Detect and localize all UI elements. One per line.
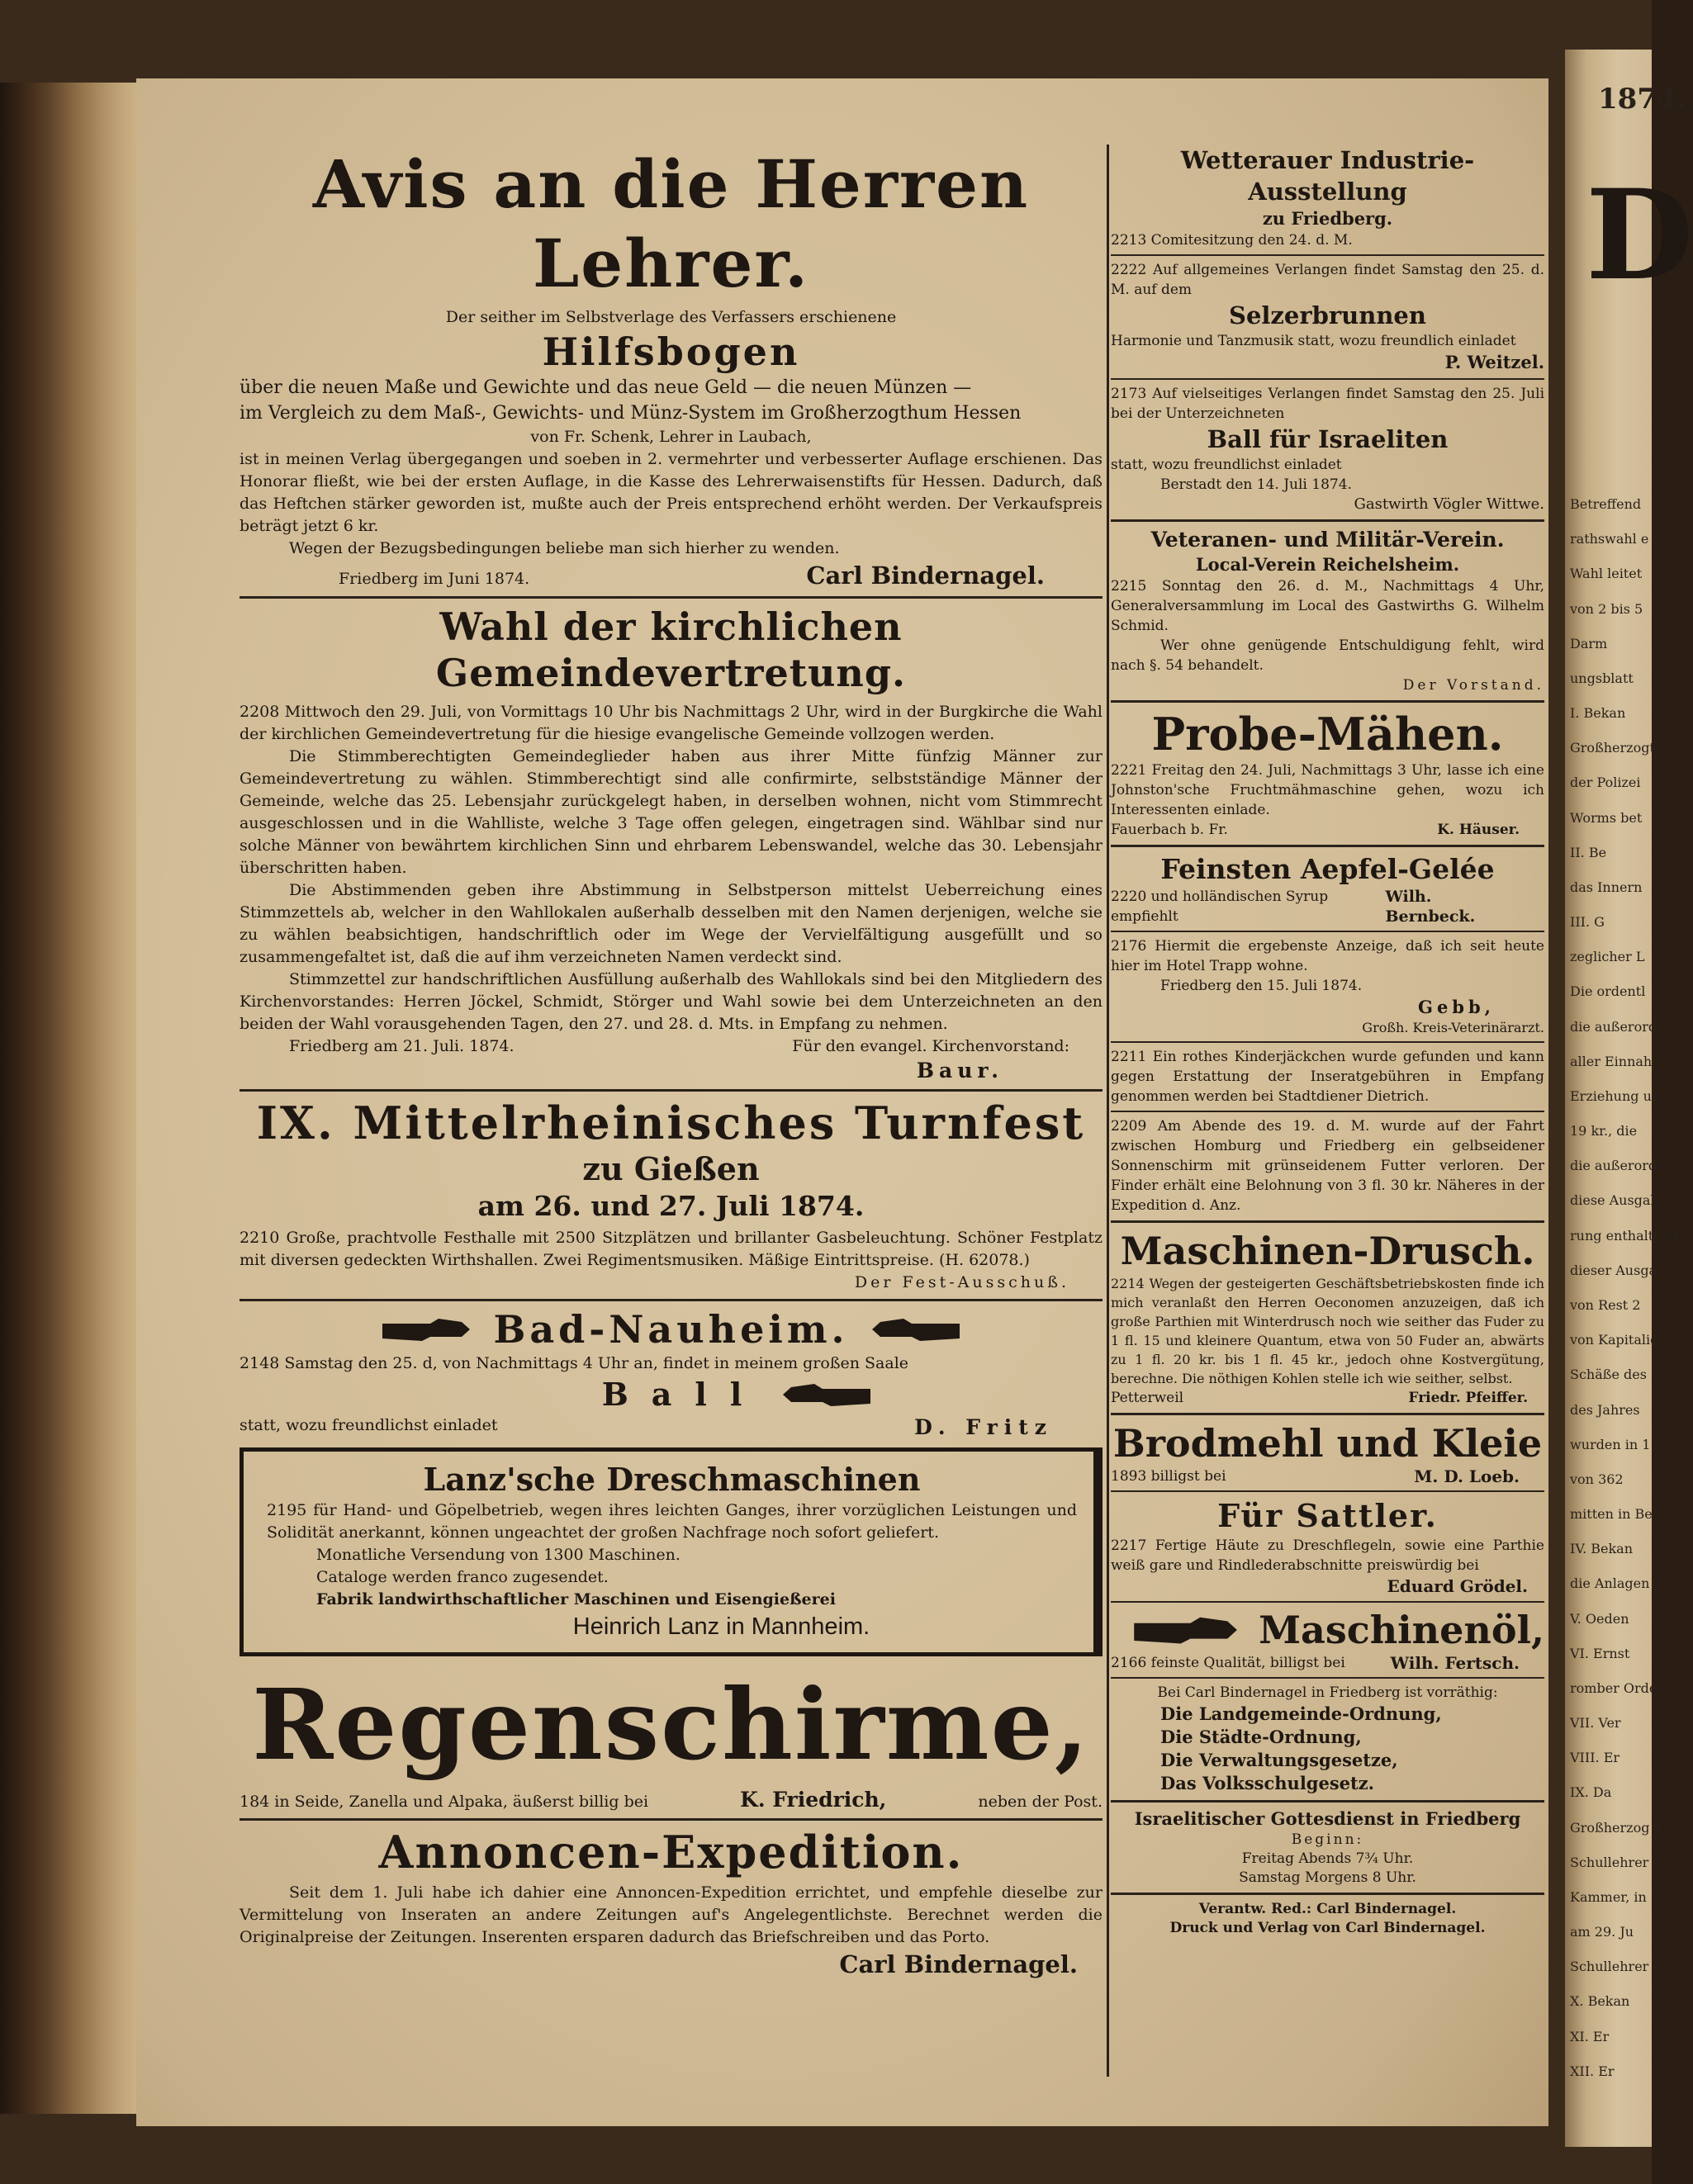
gebb-role: Großh. Kreis-Veterinärarzt. [1362, 1020, 1544, 1035]
probe-body: 2221 Freitag den 24. Juli, Nachmittags 3 Uhr, lasse ich eine Johnston'sche Fruchtmähmaschine gehen, wozu ich Interessenten einlade. [1111, 762, 1544, 818]
adjacent-page-fragment: Die ordentl [1570, 983, 1646, 999]
selzer-signature: P. Weitzel. [1444, 352, 1544, 372]
divider [1111, 1677, 1544, 1679]
veteranen-line2: Local-Verein Reichelsheim. [1195, 554, 1460, 575]
divider [1111, 1413, 1544, 1415]
bindernagel-item: Die Landgemeinde-Ordnung, [1160, 1703, 1442, 1724]
adjacent-page-fragment: das Innern [1570, 879, 1643, 895]
lanz-title: Lanz'sche Dreschmaschinen [423, 1461, 921, 1498]
adjacent-page-fragment: romber Orden [1570, 1680, 1666, 1696]
divider [1111, 1893, 1544, 1895]
adjacent-page-fragment: von 362 [1570, 1471, 1624, 1487]
nauheim-line3: statt, wozu freundlichst einladet [239, 1416, 498, 1434]
wahl-title: Wahl der kirchlichen Gemeindevertretung. [435, 604, 907, 695]
regen-title: Regenschirme, [252, 1667, 1090, 1782]
wetterau-title: Wetterauer Industrie-Ausstellung [1180, 146, 1475, 206]
adjacent-page-fragment: Kammer, in [1570, 1889, 1647, 1905]
divider [1111, 1111, 1544, 1112]
ad-drusch [1111, 1228, 1544, 1408]
adjacent-page-fragment: des Jahres [1570, 1402, 1640, 1418]
ad-sattler [1111, 1496, 1544, 1597]
turnfest-line2: zu Gießen [582, 1150, 760, 1187]
wahl-sig-label: Für den evangel. Kirchenvorstand: [792, 1037, 1069, 1055]
divider [239, 1818, 1103, 1821]
divider [1111, 1220, 1544, 1223]
ad-sonnenschirm [1111, 1116, 1544, 1215]
turnfest-title: IX. Mittelrheinisches Turnfest [256, 1097, 1086, 1149]
adjacent-page-fragment: die Anlagen [1570, 1575, 1650, 1591]
pointing-hand-left-icon [781, 1381, 872, 1409]
adjacent-page-fragment: Schullehrer [1570, 1855, 1649, 1870]
nauheim-signature: D. Fritz [914, 1415, 1053, 1439]
divider [1111, 931, 1544, 932]
drusch-body: 2214 Wegen der gesteigerten Geschäftsbetriebskosten finde ich mich veranlaßt den Herren Oeconomen anzuzeigen, daß ich große Parthien mit Winterdrusch noch wie seither das Fuder zu 1 fl. 15 und kleinere Quantum, etwa von 50 Fuder an, abwärts zu 1 fl. 20 kr. bis 1 fl. 45 kr., jedoch ohne Kostvergütung, berechne. Die nöthigen Kohlen stelle ich wie seither, selbst. [1111, 1276, 1544, 1386]
oel-signature: Wilh. Fertsch. [1390, 1653, 1520, 1673]
wahl-p3: Die Abstimmenden geben ihre Abstimmung in Selbstperson mittelst Ueberreichung eines Stimmzettels ab, welcher in den Wahllokalen außerhalb desselben mit den Namen derjenigen, welche sie zu wählen beabsichtigen, handschriftlich oder im Wege der Vervielfältigung ausgefüllt und so zusammengefaltet ist, daß die auf ihm verzeichneten Namen verdeckt sind. [239, 881, 1103, 966]
regen-body: 184 in Seide, Zanella und Alpaka, äußerst billig bei [239, 1793, 649, 1811]
pointing-hand-left-icon [870, 1315, 961, 1343]
ad-israeliten [1111, 384, 1544, 514]
adjacent-page-fragment: IX. Da [1570, 1784, 1612, 1800]
bindernagel-item: Das Volksschulgesetz. [1160, 1773, 1374, 1793]
adjacent-page-fragment: der Polizei [1570, 775, 1641, 790]
nauheim-ball: Ball [601, 1376, 766, 1413]
selzer-line1: 2222 Auf allgemeines Verlangen findet Samstag den 25. d. M. auf dem [1111, 262, 1544, 298]
israeliten-line1: 2173 Auf vielseitiges Verlangen findet Samstag den 25. Juli bei der Unterzeichneten [1111, 386, 1544, 422]
nauheim-body: 2148 Samstag den 25. d, von Nachmittags 4 Uhr an, findet in meinem großen Saale [239, 1354, 909, 1372]
sattler-body: 2217 Fertige Häute zu Dreschflegeln, sowie eine Parthie weiß gare und Rindlederabschnitte preiswürdig bei [1111, 1537, 1544, 1574]
adjacent-page-fragment: rathswahl e [1570, 531, 1649, 547]
probe-title: Probe-Mähen. [1151, 708, 1504, 760]
ad-wahl [239, 604, 1103, 1084]
lanz-line2: Monatliche Versendung von 1300 Maschinen. [316, 1546, 681, 1564]
bindernagel-item: Die Verwaltungsgesetze, [1160, 1750, 1398, 1770]
wahl-p1: 2208 Mittwoch den 29. Juli, von Vormittags 10 Uhr bis Nachmittags 2 Uhr, wird in der Burgkirche die Wahl der kirchlichen Gemeindevertretung für die hiesige evangelische Gemeinde vollzogen werden. [239, 703, 1103, 743]
avis-line3: im Vergleich zu dem Maß-, Gewichts- und Münz-System im Großherzogthum Hessen [239, 403, 1022, 424]
ad-lanz-box [239, 1447, 1103, 1656]
adjacent-page-fragment: am 29. Ju [1570, 1924, 1634, 1940]
adjacent-page-fragment: diese Ausgab [1570, 1192, 1659, 1208]
column-divider [1107, 144, 1109, 2077]
lanz-line5: Heinrich Lanz in Mannheim. [572, 1613, 870, 1640]
probe-signature: K. Häuser. [1437, 822, 1520, 838]
oel-title: Maschinenöl, [1259, 1608, 1544, 1652]
ad-veteranen [1111, 527, 1544, 695]
adjacent-page-fragment: XII. Er [1570, 2063, 1615, 2079]
veteranen-title: Veteranen- und Militär-Verein. [1150, 528, 1505, 552]
drusch-title: Maschinen-Drusch. [1120, 1229, 1535, 1273]
adjacent-page-fragment: wurden in 1 [1570, 1437, 1651, 1452]
divider [1111, 700, 1544, 703]
ad-kinderjaeckchen [1111, 1047, 1544, 1106]
adjacent-page-fragment: von Rest 2 [1570, 1297, 1641, 1313]
turnfest-line3: am 26. und 27. Juli 1874. [477, 1190, 865, 1222]
annoncen-body: Seit dem 1. Juli habe ich dahier eine Annoncen-Expedition errichtet, und empfehle dieselbe zur Vermittelung von Inseraten an andere Zeitungen auf's Angelegentlichste. Berechnet werden die Originalpreise der Zeitungen. Inserenten ersparen dadurch das Briefschreiben und das Porto. [239, 1883, 1103, 1946]
ad-selzer [1111, 260, 1544, 374]
adjacent-page-fragment: Großherzog h [1570, 1820, 1662, 1836]
sattler-signature: Eduard Grödel. [1387, 1576, 1528, 1596]
drusch-place: Petterweil [1111, 1390, 1184, 1406]
gelee-title: Feinsten Aepfel-Gelée [1160, 853, 1495, 885]
wahl-signature: Baur. [916, 1059, 1003, 1083]
adjacent-page-fragment: von 2 bis 5 [1570, 601, 1643, 617]
schirm-body: 2209 Am Abende des 19. d. M. wurde auf der Fahrt zwischen Homburg und Friedberg ein gelbseidener Sonnenschirm mit grünseidenem Futter verloren. Der Finder erhält eine Belohnung von 3 fl. 30 kr. Näheres in der Expedition d. Anz. [1111, 1118, 1544, 1214]
adjacent-page-initial: D [1586, 163, 1693, 308]
veteranen-body: 2215 Sonntag den 26. d. M., Nachmittags 4 Uhr, Generalversammlung im Local des Gastwirths G. Wilhelm Schmid. [1111, 578, 1544, 634]
book-spine [0, 83, 136, 2114]
ad-avis-lehrer [239, 144, 1103, 591]
annoncen-title: Annoncen-Expedition. [378, 1826, 964, 1878]
gottesdienst-line2: Beginn: [1291, 1831, 1364, 1848]
israeliten-signature: Gastwirth Vögler Wittwe. [1354, 495, 1544, 513]
probe-place: Fauerbach b. Fr. [1111, 822, 1228, 838]
divider [1111, 1490, 1544, 1492]
regen-tail: neben der Post. [978, 1793, 1103, 1811]
selzer-title: Selzerbrunnen [1229, 301, 1426, 329]
avis-line2: über die neuen Maße und Gewichte und das neue Geld — die neuen Münzen — [239, 377, 972, 398]
lanz-line4: Fabrik landwirthschaftlicher Maschinen und Eisengießerei [316, 1590, 836, 1608]
israeliten-line2: statt, wozu freundlichst einladet [1111, 457, 1342, 473]
divider [239, 1299, 1103, 1301]
adjacent-page-fragment: Darm [1570, 636, 1608, 651]
adjacent-page-fragment: Wahl leitet [1570, 566, 1643, 581]
adjacent-page-fragment: V. Oeden [1570, 1611, 1629, 1627]
divider [1111, 845, 1544, 847]
avis-subject: Hilfsbogen [542, 329, 800, 374]
avis-signature: Carl Bindernagel. [806, 561, 1045, 590]
gebb-place: Friedberg den 15. Juli 1874. [1160, 978, 1363, 994]
pointing-hand-right-icon [381, 1315, 472, 1343]
gelee-signature: Wilh. Bernbeck. [1385, 888, 1476, 926]
ad-turnfest [239, 1097, 1103, 1294]
divider [1111, 1601, 1544, 1603]
right-column [1111, 144, 1544, 1938]
israeliten-title: Ball für Israeliten [1207, 425, 1449, 453]
divider [1111, 254, 1544, 256]
divider [239, 1089, 1103, 1092]
adjacent-page-fragment: mitten in Be [1570, 1506, 1653, 1522]
adjacent-page-fragment: VIII. Er [1570, 1750, 1620, 1765]
gottesdienst-line4: Samstag Morgens 8 Uhr. [1239, 1869, 1416, 1886]
adjacent-page-fragment: Schullehrer [1570, 1959, 1649, 1974]
kinder-body: 2211 Ein rothes Kinderjäckchen wurde gefunden und kann gegen Erstattung der Inseratgebühren in Empfang genommen werden bei Stadtdiener Dietrich. [1111, 1049, 1544, 1105]
annoncen-signature: Carl Bindernagel. [839, 1950, 1078, 1978]
imprint-line1: Verantw. Red.: Carl Bindernagel. [1198, 1901, 1457, 1917]
ad-brodmehl [1111, 1420, 1544, 1486]
brod-signature: M. D. Loeb. [1414, 1466, 1520, 1486]
adjacent-page-fragment: von Kapitalie [1570, 1332, 1658, 1348]
adjacent-page-edge [1565, 50, 1693, 2147]
ad-maschinenoel [1111, 1607, 1544, 1673]
avis-line1: Der seither im Selbstverlage des Verfassers erschienene [445, 308, 897, 326]
imprint [1111, 1900, 1544, 1938]
ad-bindernagel-books [1111, 1683, 1544, 1795]
adjacent-page-fragment: aller Einnah [1570, 1054, 1653, 1069]
adjacent-page-fragment: III. G [1570, 914, 1605, 930]
bindernagel-line1: Bei Carl Bindernagel in Friedberg ist vorräthig: [1157, 1684, 1498, 1701]
veteranen-line3: Wer ohne genügende Entschuldigung fehlt, wird nach §. 54 behandelt. [1111, 637, 1544, 674]
brod-body: 1893 billigst bei [1111, 1468, 1226, 1485]
turnfest-body: 2210 Große, prachtvolle Festhalle mit 2500 Sitzplätzen und brillanter Gasbeleuchtung. Schöner Festplatz mit diversen gedeckten Wirthshallen. Zwei Regimentsmusiken. Mäßige Eintrittspreise. (H. 62078.) [239, 1229, 1103, 1269]
left-column [239, 144, 1103, 1980]
adjacent-page-fragment: rung enthaltend [1570, 1228, 1679, 1244]
wahl-place: Friedberg am 21. Juli. 1874. [289, 1037, 515, 1055]
bindernagel-item: Die Städte-Ordnung, [1160, 1727, 1362, 1747]
imprint-line2: Druck und Verlag von Carl Bindernagel. [1169, 1920, 1486, 1936]
selzer-line2: Harmonie und Tanzmusik statt, wozu freundlich einladet [1111, 333, 1516, 349]
adjacent-page-year: 1874. [1598, 83, 1686, 116]
wetterau-line2: zu Friedberg. [1262, 208, 1393, 229]
adjacent-page-fragment: I. Bekan [1570, 705, 1626, 721]
adjacent-page-fragment: Großherzogth [1570, 740, 1664, 756]
ad-nauheim [239, 1306, 1103, 1441]
gottesdienst-line3: Freitag Abends 7¾ Uhr. [1241, 1850, 1414, 1867]
avis-title: Avis an die Herren Lehrer. [312, 145, 1030, 302]
adjacent-page-fragment: X. Bekan [1570, 1993, 1630, 2009]
adjacent-page-fragment: zeglicher L [1570, 949, 1645, 964]
drusch-signature: Friedr. Pfeiffer. [1408, 1390, 1528, 1406]
veteranen-signature: Der Vorstand. [1402, 677, 1544, 694]
adjacent-page-fragment: die außerorde [1570, 1019, 1665, 1035]
ad-gebb [1111, 936, 1544, 1037]
divider [1111, 378, 1544, 380]
adjacent-page-fragment: VI. Ernst [1570, 1646, 1630, 1661]
divider [239, 596, 1103, 599]
adjacent-page-fragment: Worms bet [1570, 810, 1643, 826]
adjacent-page-fragment: II. Be [1570, 845, 1607, 860]
gelee-body: 2220 und holländischen Syrup empfiehlt [1111, 888, 1329, 925]
lanz-line3: Cataloge werden franco zugesendet. [316, 1568, 609, 1586]
ad-annoncen [239, 1826, 1103, 1980]
ad-gelee [1111, 852, 1544, 926]
gebb-body: 2176 Hiermit die ergebenste Anzeige, daß ich seit heute hier im Hotel Trapp wohne. [1111, 938, 1544, 974]
adjacent-page-fragment: VII. Ver [1570, 1715, 1621, 1731]
adjacent-page-fragment: ungsblatt [1570, 670, 1634, 686]
avis-line5: Wegen der Bezugsbedingungen beliebe man sich hierher zu wenden. [289, 539, 840, 557]
gebb-name: Gebb, [1418, 997, 1495, 1017]
wetterau-body: 2213 Comitesitzung den 24. d. M. [1111, 232, 1353, 249]
avis-line4: von Fr. Schenk, Lehrer in Laubach, [530, 428, 812, 446]
brod-title: Brodmehl und Kleie [1112, 1421, 1543, 1466]
divider [1111, 519, 1544, 522]
israeliten-place: Berstadt den 14. Juli 1874. [1160, 476, 1352, 493]
ad-regenschirme [239, 1663, 1103, 1813]
ad-probe [1111, 708, 1544, 840]
wahl-p2: Die Stimmberechtigten Gemeindeglieder haben aus ihrer Mitte fünfzig Männer zur Gemeindevertretung zu wählen. Stimmberechtigt sind alle confirmirte, selbstständige Männer der Gemeinde, welche das 25. Lebensjahr zurückgelegt haben, in derselben wohnen, nicht vom Stimmrecht ausgeschlossen und in die Wahlliste, welche 3 Tage offen gelegen, eingetragen sind. Wählbar sind nur solche Männer von bewährtem kirchlichen Sinn und ehrbarem Lebenswandel, welche das 30. Lebensjahr überschritten haben. [239, 747, 1103, 877]
adjacent-page-fragment: dieser Ausgab [1570, 1263, 1666, 1278]
sattler-title: Für Sattler. [1217, 1497, 1438, 1534]
nauheim-title: Bad-Nauheim. [493, 1307, 849, 1352]
turnfest-signature: Der Fest-Ausschuß. [854, 1273, 1069, 1291]
adjacent-page-fragment: IV. Bekan [1570, 1541, 1634, 1556]
adjacent-page-fragment: die außerorde [1570, 1158, 1665, 1173]
wahl-p4: Stimmzettel zur handschriftlichen Ausfüllung außerhalb des Wahllokals sind bei den Mitgliedern des Kirchenvorstandes: Herren Jöckel, Schmidt, Störger und Wahl sowie bei dem Unterzeichneten an den beiden der Wahl vorausgehenden Tagen, den 27. und 28. d. Mts. in Empfang zu nehmen. [239, 970, 1103, 1033]
avis-place: Friedberg im Juni 1874. [339, 570, 530, 588]
adjacent-page-fragment: Betreffend [1570, 496, 1642, 512]
gottesdienst-title: Israelitischer Gottesdienst in Friedberg [1134, 1808, 1521, 1829]
avis-body: ist in meinen Verlag übergegangen und soeben in 2. vermehrter und verbesserter Auflage erschienen. Das Honorar fließt, wie bei der ersten Auflage, in die Kasse des Lehrerwaisenstifts für Hessen. Dadurch, daß das Heftchen stärker geworden ist, mußte auch der Preis entsprechend erhöht werden. Der Verkaufspreis beträgt jetzt 6 kr. [239, 450, 1103, 535]
pointing-hand-right-icon [1127, 1613, 1244, 1646]
divider [1111, 1041, 1544, 1043]
ad-gottesdienst [1111, 1807, 1544, 1888]
adjacent-page-fragment: 19 kr., die [1570, 1123, 1638, 1139]
divider [1111, 1800, 1544, 1803]
adjacent-page-fragment: XI. Er [1570, 2029, 1610, 2044]
adjacent-page-fragment: Schäße des [1570, 1367, 1647, 1382]
lanz-body: 2195 für Hand- und Göpelbetrieb, wegen ihres leichten Ganges, ihrer vorzüglichen Leistungen und Solidität anerkannt, können ungeachtet der großen Nachfrage noch sofort geliefert. [267, 1501, 1077, 1542]
oel-body: 2166 feinste Qualität, billigst bei [1111, 1655, 1345, 1671]
ad-wetterau [1111, 144, 1544, 250]
regen-name: K. Friedrich, [740, 1788, 887, 1812]
adjacent-page-fragment: Erziehung un [1570, 1088, 1661, 1104]
